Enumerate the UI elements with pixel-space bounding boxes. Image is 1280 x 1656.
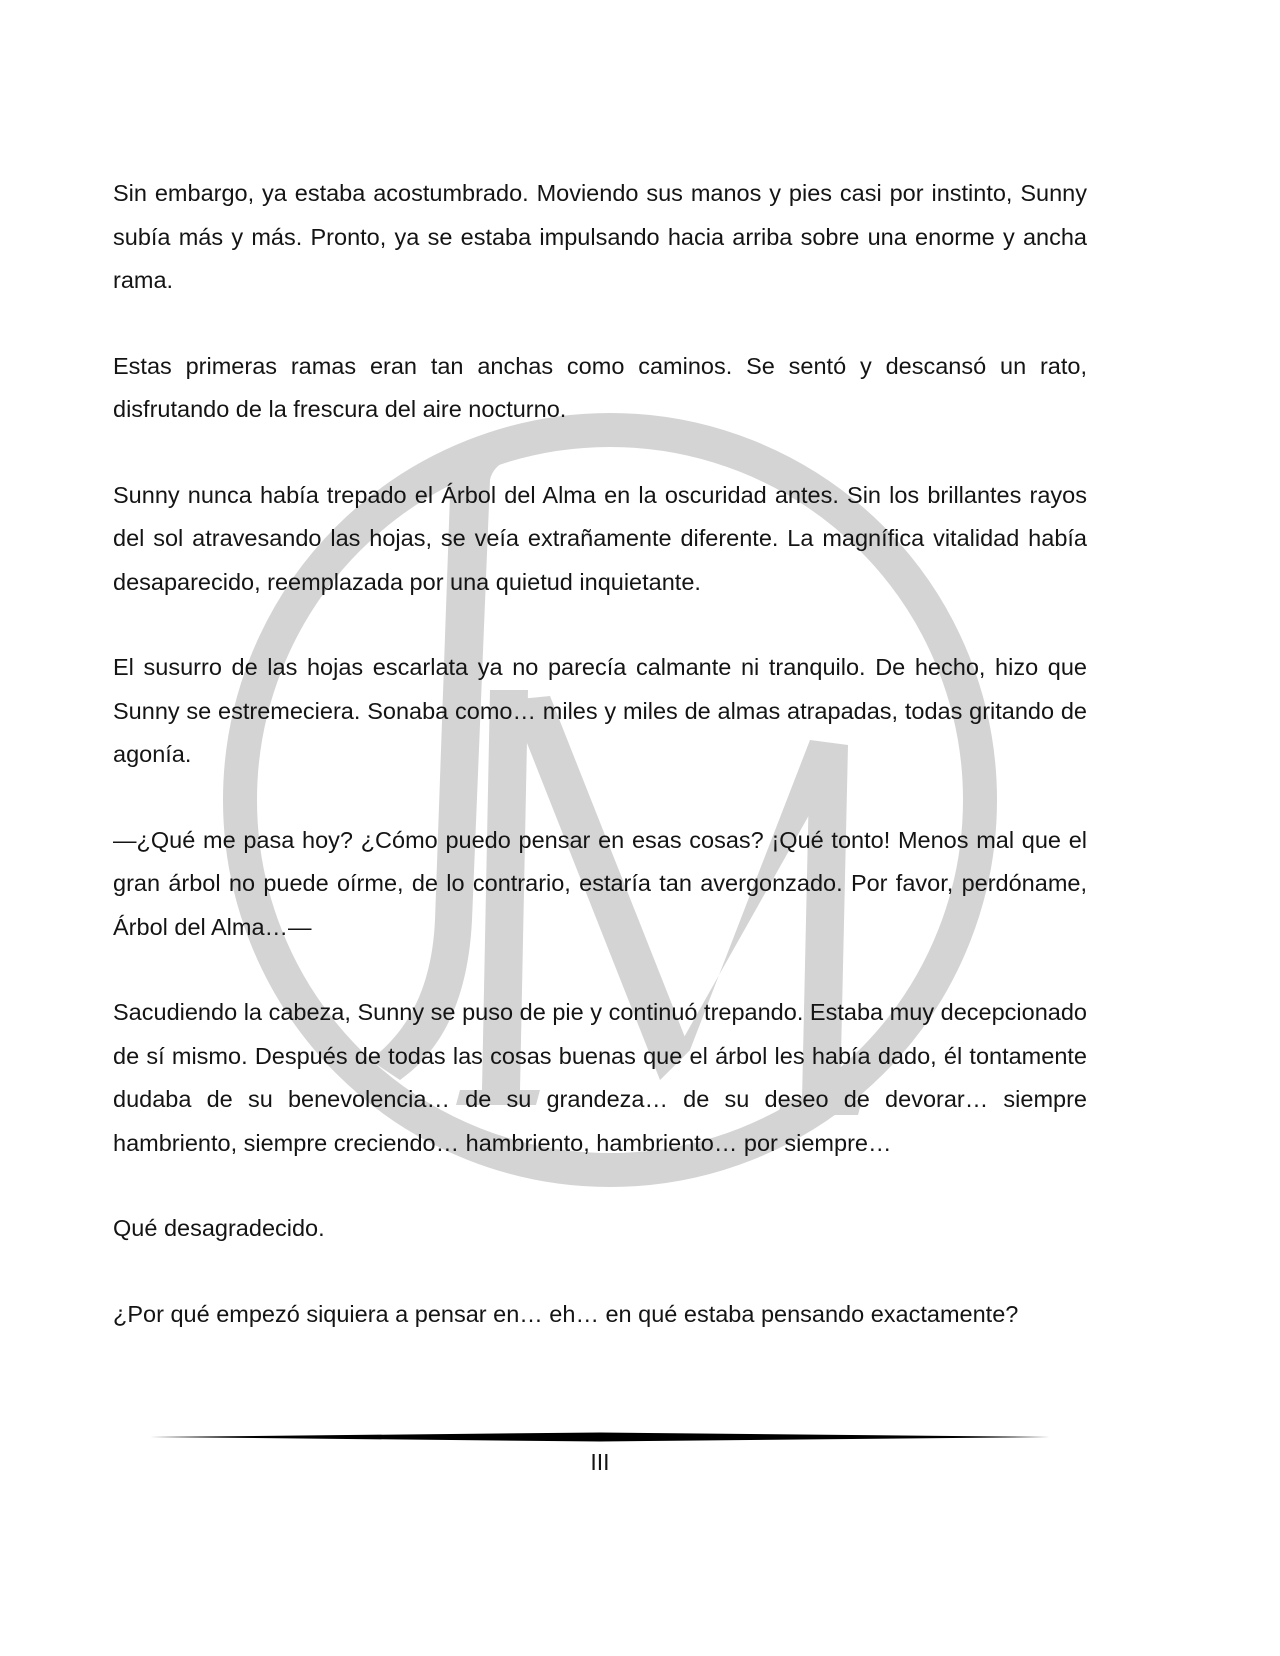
page-number: III [590, 1449, 610, 1475]
paragraph: Sacudiendo la cabeza, Sunny se puso de pie y continuó trepando. Estaba muy decepcionado de sí mismo. Después de todas las cosas buenas que el árbol les había dado, él tontamente dudaba de su benevolencia… de su grandeza… de su deseo de devorar… siempre hambriento, siempre creciendo… hambriento, hambriento… por siempre… [113, 999, 1087, 1156]
paragraph: Sin embargo, ya estaba acostumbrado. Moviendo sus manos y pies casi por instinto, Sunny subía más y más. Pronto, ya se estaba impulsando hacia arriba sobre una enorme y ancha rama. [113, 180, 1087, 293]
paragraph: Estas primeras ramas eran tan anchas como caminos. Se sentó y descansó un rato, disfrutando de la frescura del aire nocturno. [113, 352, 1087, 422]
paragraph: Qué desagradecido. [113, 1215, 325, 1241]
paragraph: El susurro de las hojas escarlata ya no parecía calmante ni tranquilo. De hecho, hizo que Sunny se estremeciera. Sonaba como… miles y miles de almas atrapadas, todas gritando de agonía. [113, 654, 1087, 767]
page-body [113, 172, 1087, 1378]
paragraph: ¿Por qué empezó siquiera a pensar en… eh… en qué estaba pensando exactamente? [113, 1300, 1019, 1327]
paragraph: Sunny nunca había trepado el Árbol del Alma en la oscuridad antes. Sin los brillantes rayos del sol atravesando las hojas, se veía extrañamente diferente. La magnífica vitalidad había desaparecido, reemplazada por una quietud inquietante. [113, 481, 1087, 595]
footer-divider [150, 1432, 1050, 1442]
paragraph: —¿Qué me pasa hoy? ¿Cómo puedo pensar en esas cosas? ¡Qué tonto! Menos mal que el gran árbol no puede oírme, de lo contrario, estaría tan avergonzado. Por favor, perdóname, Árbol del Alma…— [113, 826, 1087, 940]
